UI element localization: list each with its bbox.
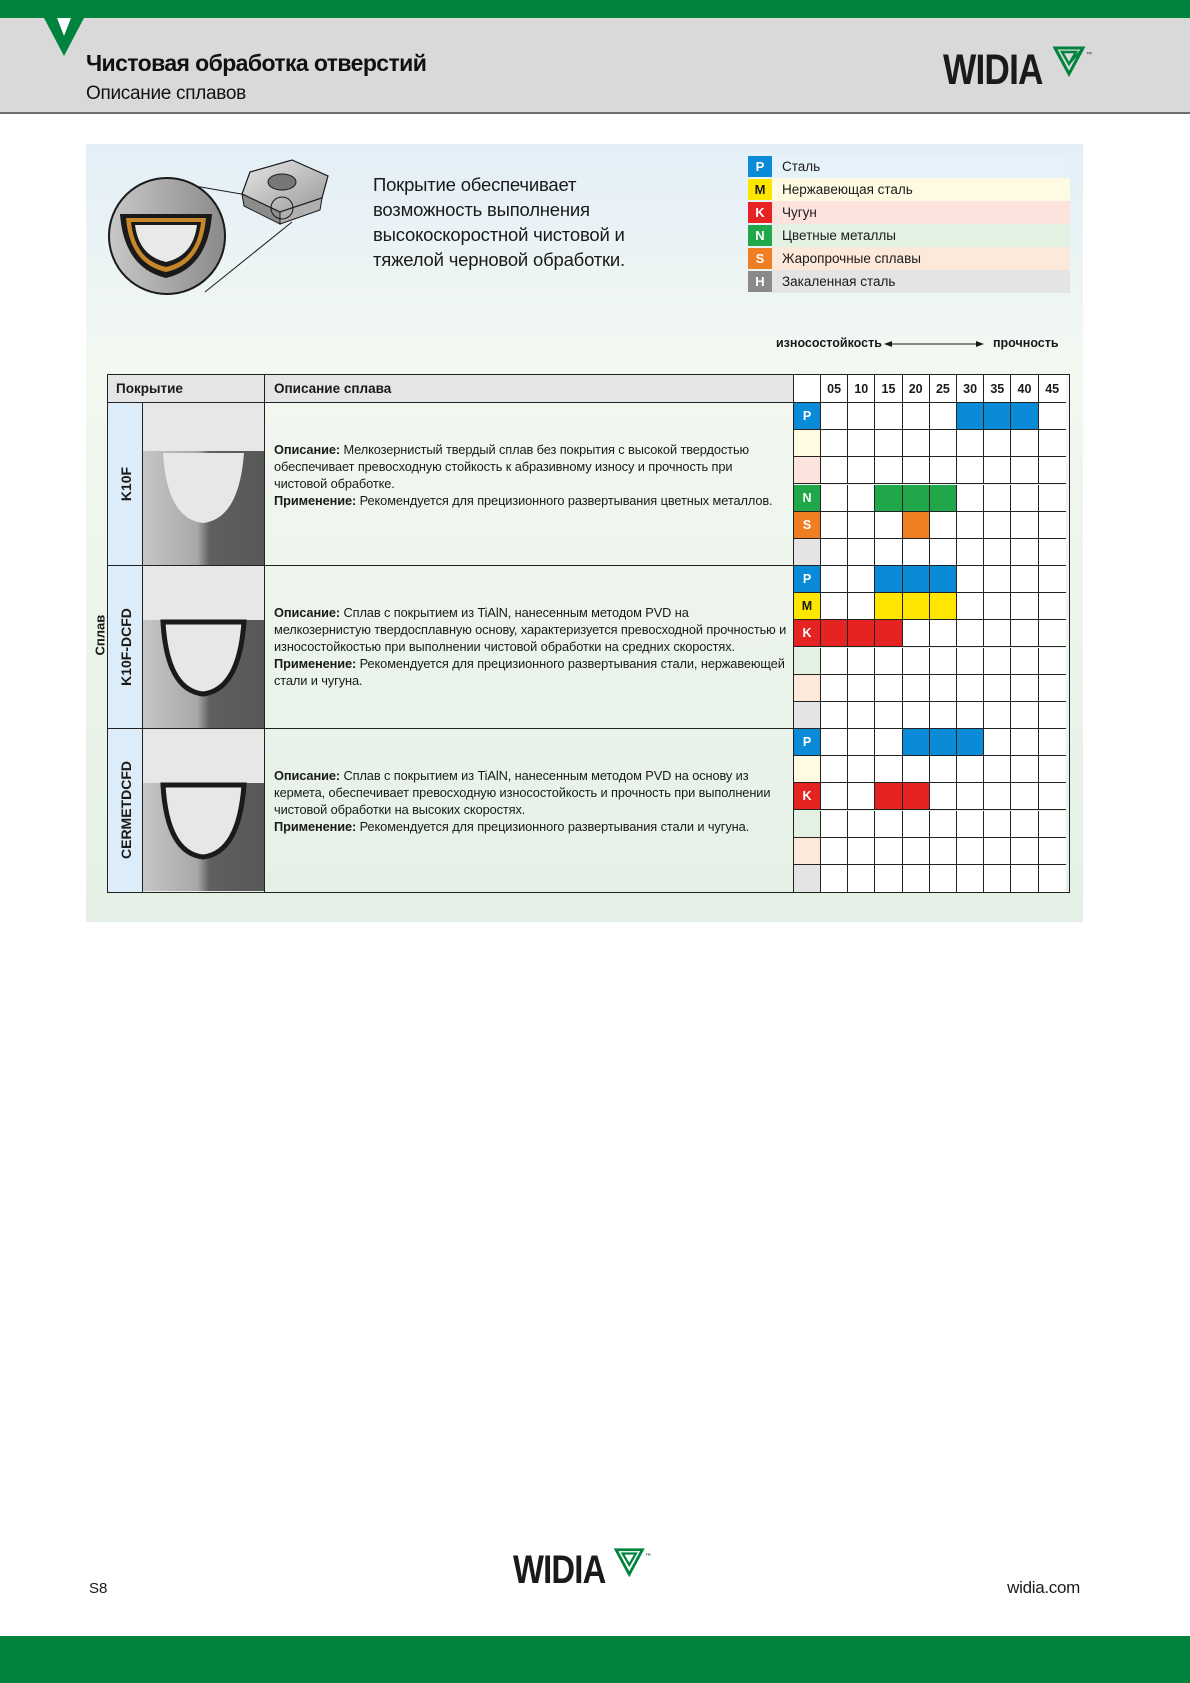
suitability-cell [930,783,957,810]
suitability-cell [903,729,930,756]
suitability-cell [930,403,957,430]
material-badge-k: K [748,202,772,223]
suitability-cell [1011,485,1038,512]
material-code-cell-m [794,430,821,457]
suitability-cell [1039,512,1066,539]
suitability-cell [875,566,902,593]
scale-right-label: прочность [993,336,1059,350]
suitability-cell [1039,702,1066,729]
suitability-cell [903,485,930,512]
suitability-cell [1011,457,1038,484]
suitability-cell [984,783,1011,810]
suitability-cell [957,457,984,484]
corner-wedge-icon [44,18,84,56]
suitability-cell [848,783,875,810]
suitability-cell [1011,648,1038,675]
suitability-cell [930,838,957,865]
suitability-cell [930,648,957,675]
suitability-cell [1011,702,1038,729]
suitability-cell [1039,620,1066,647]
material-code-cell-m: M [794,593,821,620]
suitability-cell [984,838,1011,865]
material-name: Цветные металлы [772,224,1070,247]
page-number: S8 [89,1580,108,1597]
suitability-cell [821,539,848,566]
suitability-cell [875,593,902,620]
suitability-cell [984,593,1011,620]
material-badge-m: M [748,179,772,200]
suitability-cell [957,485,984,512]
suitability-cell [1039,838,1066,865]
material-name: Жаропрочные сплавы [772,247,1070,270]
suitability-cell [821,783,848,810]
suitability-cell [821,865,848,892]
suitability-cell [875,512,902,539]
logo-wordmark: WIDIA [943,46,1043,94]
suitability-cell [903,539,930,566]
suitability-cell [984,648,1011,675]
suitability-cell [1039,756,1066,783]
suitability-cell [903,512,930,539]
suitability-cell [1011,865,1038,892]
suitability-cell [821,675,848,702]
iso-range-header: 35 [984,375,1011,403]
suitability-cell [1011,675,1038,702]
description-text: Мелкозернистый твердый сплав без покрытия с высокой твердостью обеспечивает превосходную стойкость к абразивному износу и прочность при чистовой обработке. [274,442,750,491]
suitability-cell [903,457,930,484]
suitability-cell [875,539,902,566]
suitability-cell [875,756,902,783]
suitability-cell [848,512,875,539]
application-text: Рекомендуется для прецизионного развертывания цветных металлов. [356,493,773,508]
material-code-cell-m [794,756,821,783]
page-header [0,18,1190,114]
suitability-cell [848,729,875,756]
insert-illustration [100,150,340,305]
suitability-cell [930,593,957,620]
suitability-cell [957,675,984,702]
suitability-cell [848,648,875,675]
grade-table [107,374,1070,893]
header-coating: Покрытие [108,375,265,403]
application-text: Рекомендуется для прецизионного развертывания стали, нержавеющей стали и чугуна. [274,656,785,688]
material-badge-h: H [748,271,772,292]
suitability-cell [984,485,1011,512]
suitability-cell [1011,403,1038,430]
suitability-cell [903,403,930,430]
suitability-cell [848,838,875,865]
iso-range-header: 45 [1039,375,1066,403]
cutting-edge-icon [143,403,264,565]
suitability-cell [1011,756,1038,783]
material-code-cell-p: P [794,729,821,756]
suitability-cell [957,756,984,783]
material-code-cell-k: K [794,620,821,647]
bottom-green-bar [0,1636,1190,1683]
suitability-cell [984,512,1011,539]
suitability-cell [875,620,902,647]
header-code-spacer [794,375,821,403]
iso-range-header: 40 [1011,375,1038,403]
suitability-cell [1039,865,1066,892]
suitability-cell [875,838,902,865]
application-text: Рекомендуется для прецизионного развертывания стали и чугуна. [356,819,750,834]
material-code-cell-h [794,702,821,729]
grade-description [274,604,789,689]
suitability-cell [984,566,1011,593]
suitability-cell [875,648,902,675]
suitability-cell [1039,566,1066,593]
suitability-cell [930,811,957,838]
grade-description [274,441,789,509]
suitability-cell [903,566,930,593]
material-badge-p: P [748,156,772,177]
suitability-cell [984,729,1011,756]
page-subtitle: Описание сплавов [86,83,246,104]
suitability-cell [957,811,984,838]
suitability-cell [930,756,957,783]
suitability-cell [875,430,902,457]
footer-logo-wordmark: WIDIA [513,1548,606,1592]
material-legend-row [748,178,1070,201]
description-label: Описание: [274,768,341,783]
suitability-cell [821,620,848,647]
suitability-cell [930,675,957,702]
material-code-cell-p: P [794,566,821,593]
iso-range-header: 05 [821,375,848,403]
material-code-cell-s [794,675,821,702]
grade-name: K10F-DCFD [117,607,134,686]
material-name: Чугун [772,201,1070,224]
suitability-cell [1011,566,1038,593]
intro-line: возможность выполнения [373,199,590,220]
grade-name: K10F [117,466,134,501]
suitability-cell [903,648,930,675]
application-label: Применение: [274,493,357,508]
suitability-cell [875,702,902,729]
widia-triangle-icon [1053,44,1093,78]
suitability-cell [821,838,848,865]
footer-widia-logo [513,1548,652,1593]
suitability-cell [1039,485,1066,512]
suitability-cell [1011,430,1038,457]
material-name: Сталь [772,155,1070,178]
suitability-cell [930,457,957,484]
suitability-cell [875,485,902,512]
suitability-cell [821,485,848,512]
suitability-cell [848,539,875,566]
suitability-cell [957,593,984,620]
material-badge-n: N [748,225,772,246]
iso-range-header: 15 [875,375,902,403]
suitability-cell [957,403,984,430]
material-code-cell-s [794,838,821,865]
suitability-cell [957,838,984,865]
intro-text [373,172,625,272]
suitability-cell [930,702,957,729]
suitability-cell [984,811,1011,838]
suitability-cell [984,403,1011,430]
suitability-cell [984,430,1011,457]
suitability-cell [903,430,930,457]
suitability-cell [957,729,984,756]
grade-edge-image [143,403,265,566]
suitability-cell [1039,675,1066,702]
suitability-cell [1039,539,1066,566]
suitability-cell [875,783,902,810]
iso-range-header: 30 [957,375,984,403]
svg-text:™: ™ [645,1553,651,1560]
suitability-cell [1039,648,1066,675]
suitability-cell [1011,620,1038,647]
svg-text:™: ™ [1085,52,1092,58]
suitability-cell [1039,457,1066,484]
suitability-cell [821,811,848,838]
suitability-cell [848,811,875,838]
suitability-cell [875,865,902,892]
side-label-alloy: Сплав [92,614,108,656]
suitability-cell [957,783,984,810]
description-text: Сплав с покрытием из TiAlN, нанесенным методом PVD на основу из кермета, обеспечивает превосходную износостойкость и прочность при выполнении чистовой обработки на высоких скоростях. [274,768,771,817]
suitability-cell [848,620,875,647]
suitability-cell [848,457,875,484]
material-code-cell-k [794,457,821,484]
scale-arrow-icon [884,336,984,352]
suitability-cell [984,865,1011,892]
material-legend-row [748,224,1070,247]
material-code-cell-n: N [794,485,821,512]
widia-logo [943,46,1093,95]
description-label: Описание: [274,442,341,457]
suitability-cell [1011,811,1038,838]
suitability-cell [984,457,1011,484]
material-name: Закаленная сталь [772,270,1070,293]
suitability-cell [848,566,875,593]
material-code-cell-n [794,648,821,675]
suitability-cell [875,457,902,484]
material-badge-s: S [748,248,772,269]
application-label: Применение: [274,656,357,671]
material-legend-row [748,201,1070,224]
material-code-cell-n [794,811,821,838]
suitability-cell [821,457,848,484]
suitability-cell [957,702,984,729]
material-code-cell-p: P [794,403,821,430]
suitability-cell [1011,838,1038,865]
suitability-cell [930,566,957,593]
widia-triangle-icon [614,1546,652,1578]
suitability-cell [957,512,984,539]
material-code-cell-k: K [794,783,821,810]
material-legend-row [748,270,1070,293]
suitability-cell [821,702,848,729]
description-text: Сплав с покрытием из TiAlN, нанесенным методом PVD на мелкозернистую твердосплавную основу, характеризуется превосходной прочностью и износостойкостью при выполнении чистовой обработки на средних скоростях. [274,605,787,654]
suitability-cell [848,865,875,892]
grade-edge-image [143,566,265,729]
material-code-cell-h [794,539,821,566]
suitability-cell [984,756,1011,783]
suitability-cell [848,403,875,430]
suitability-cell [930,729,957,756]
application-label: Применение: [274,819,357,834]
suitability-cell [903,593,930,620]
description-label: Описание: [274,605,341,620]
suitability-cell [821,430,848,457]
material-legend [748,155,1070,293]
suitability-cell [957,620,984,647]
suitability-cell [957,566,984,593]
material-legend-row [748,155,1070,178]
suitability-cell [984,702,1011,729]
suitability-cell [1011,512,1038,539]
page-title: Чистовая обработка отверстий [86,50,427,76]
suitability-cell [1039,403,1066,430]
suitability-cell [957,865,984,892]
suitability-cell [903,702,930,729]
scale-left-label: износостойкость [776,336,882,350]
intro-line: тяжелой черновой обработки. [373,249,625,270]
suitability-cell [821,593,848,620]
grade-description [274,767,789,835]
cutting-edge-icon [143,729,264,891]
suitability-cell [957,430,984,457]
suitability-cell [903,811,930,838]
intro-line: высокоскоростной чистовой и [373,224,625,245]
suitability-cell [875,729,902,756]
suitability-cell [1011,593,1038,620]
iso-range-header: 20 [903,375,930,403]
suitability-cell [930,539,957,566]
suitability-cell [875,403,902,430]
suitability-cell [930,430,957,457]
suitability-cell [984,539,1011,566]
suitability-cell [875,811,902,838]
suitability-cell [903,783,930,810]
material-code-cell-h [794,865,821,892]
suitability-cell [821,648,848,675]
suitability-cell [903,675,930,702]
website-link[interactable]: widia.com [1007,1578,1080,1597]
suitability-cell [821,403,848,430]
iso-range-header: 25 [930,375,957,403]
suitability-cell [821,566,848,593]
suitability-cell [848,593,875,620]
suitability-cell [848,702,875,729]
suitability-cell [930,620,957,647]
intro-line: Покрытие обеспечивает [373,174,577,195]
suitability-cell [903,620,930,647]
grade-edge-image [143,729,265,892]
suitability-cell [930,512,957,539]
suitability-cell [957,539,984,566]
suitability-cell [1011,729,1038,756]
suitability-cell [903,756,930,783]
material-name: Нержавеющая сталь [772,178,1070,201]
suitability-cell [903,865,930,892]
suitability-cell [930,485,957,512]
suitability-cell [875,675,902,702]
grade-name: CERMETDCFD [117,760,134,859]
suitability-cell [1039,593,1066,620]
suitability-cell [957,648,984,675]
suitability-cell [821,756,848,783]
suitability-cell [903,838,930,865]
top-green-bar [0,0,1190,18]
suitability-cell [848,675,875,702]
suitability-cell [821,729,848,756]
suitability-cell [930,865,957,892]
suitability-cell [1011,783,1038,810]
suitability-cell [1039,729,1066,756]
suitability-cell [848,756,875,783]
suitability-cell [984,675,1011,702]
cutting-edge-icon [143,566,264,728]
suitability-cell [1039,811,1066,838]
header-description: Описание сплава [265,375,794,403]
suitability-cell [1011,539,1038,566]
suitability-cell [1039,783,1066,810]
iso-range-header: 10 [848,375,875,403]
suitability-cell [821,512,848,539]
material-legend-row [748,247,1070,270]
suitability-cell [848,430,875,457]
suitability-cell [1039,430,1066,457]
suitability-cell [848,485,875,512]
suitability-cell [984,620,1011,647]
material-code-cell-s: S [794,512,821,539]
